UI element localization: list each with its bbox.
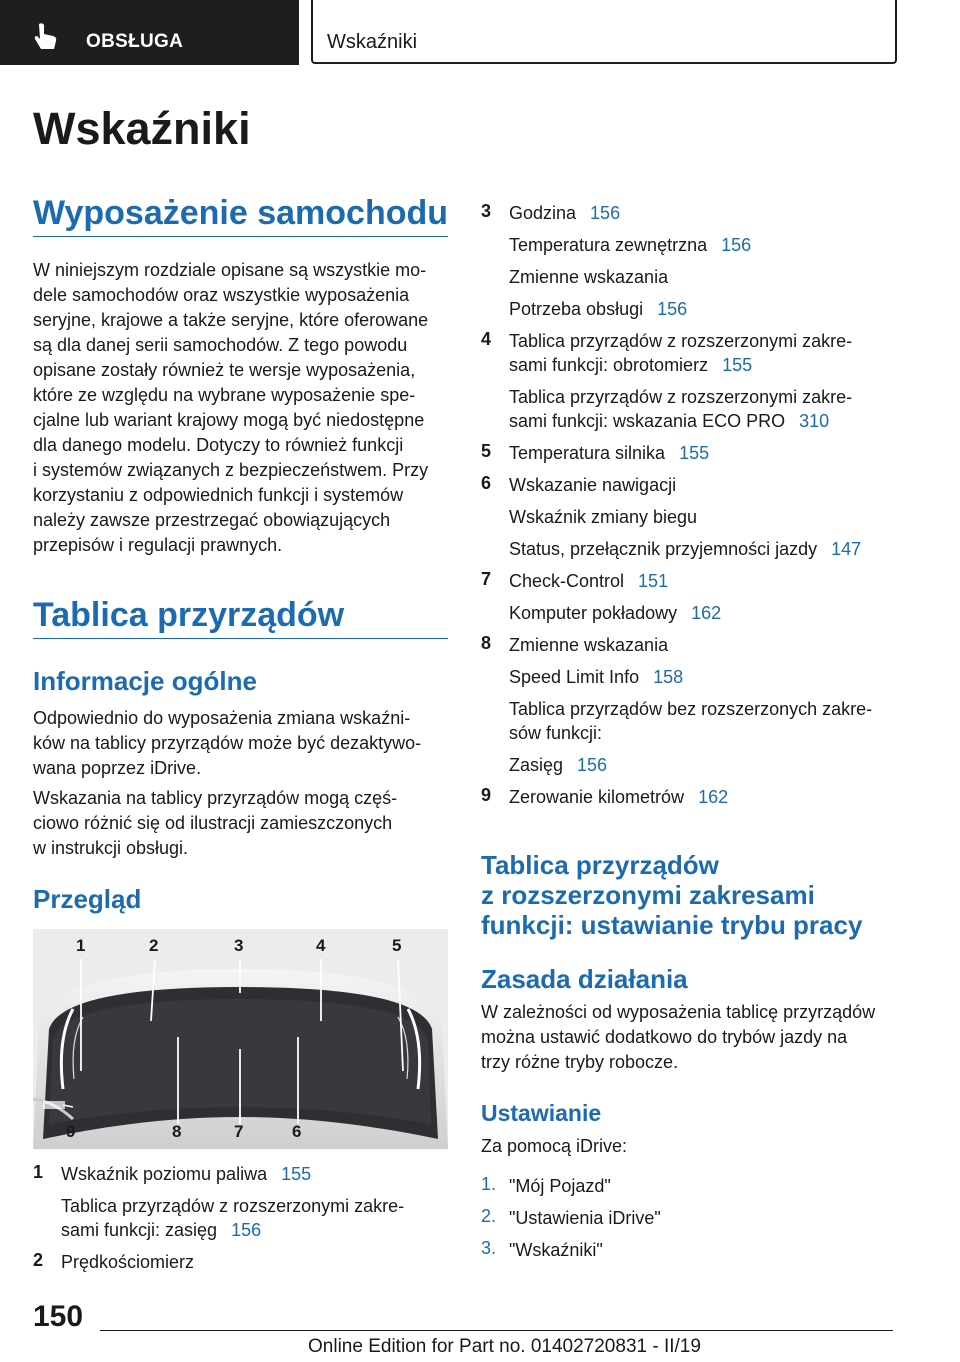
- step-number: 2.: [481, 1206, 497, 1226]
- legend-text: Zerowanie kilometrów: [509, 787, 685, 807]
- callout-9: 9: [66, 1122, 76, 1141]
- legend-text: Prędkościomierz: [61, 1252, 195, 1272]
- heading-overview: Przegląd: [33, 884, 142, 914]
- paragraph-line: opisane zostały również te wersje wyposażenia,: [33, 360, 416, 380]
- heading-line: z rozszerzonymi zakresami: [481, 880, 815, 910]
- paragraph-line: ków na tablicy przyrządów może być dezaktywo-: [33, 733, 422, 753]
- legend-line: [509, 233, 751, 257]
- legend-text: sami funkcji: obrotomierz: [509, 355, 709, 375]
- heading-instrument-cluster: Tablica przyrządów: [33, 596, 345, 634]
- heading-rule: [33, 236, 448, 237]
- legend-text: Temperatura silnika: [509, 443, 666, 463]
- page-reference-link[interactable]: 156: [231, 1220, 262, 1240]
- chapter-tab[interactable]: [311, 0, 897, 64]
- paragraph-line: Wskazania na tablicy przyrządów mogą częś-: [33, 788, 398, 808]
- step-number: 3.: [481, 1238, 497, 1258]
- page-reference-link[interactable]: 151: [638, 571, 669, 591]
- callout-2: 2: [149, 936, 159, 955]
- paragraph-line: które ze względu na wybrane wyposażenie spe-: [33, 385, 416, 405]
- callout-1: 1: [76, 936, 86, 955]
- legend-text: Wskazanie nawigacji: [509, 475, 677, 495]
- instrument-cluster-illustration: [33, 929, 448, 1149]
- legend-text: Tablica przyrządów z rozszerzonymi zakre-: [509, 331, 853, 351]
- step-number: 1.: [481, 1174, 497, 1194]
- page-reference-link[interactable]: 156: [590, 203, 621, 223]
- legend-line: [509, 385, 852, 409]
- instrument-cluster-figure: [33, 929, 448, 1149]
- legend-text: Speed Limit Info: [509, 667, 640, 687]
- callout-4: 4: [316, 936, 326, 955]
- legend-line: [509, 697, 872, 721]
- legend-number: 1: [33, 1162, 44, 1182]
- page-reference-link[interactable]: 155: [281, 1164, 312, 1184]
- heading-rule: [33, 638, 448, 639]
- legend-text: Tablica przyrządów bez rozszerzonych zakre-: [509, 699, 873, 719]
- paragraph-line: są dla danej serii samochodów. Z tego powodu: [33, 335, 408, 355]
- legend-line: [509, 601, 721, 625]
- legend-text: Tablica przyrządów z rozszerzonymi zakre-: [509, 387, 853, 407]
- footer-edition: Online Edition for Part no. 01402720831 - II/19: [308, 1336, 701, 1357]
- legend-text: Zmienne wskazania: [509, 635, 669, 655]
- legend-text: sami funkcji: zasięg: [61, 1220, 218, 1240]
- paragraph-line: seryjne, krajowe a także seryjne, które oferowane: [33, 310, 429, 330]
- legend-text: Tablica przyrządów z rozszerzonymi zakre-: [61, 1196, 405, 1216]
- legend-text: Status, przełącznik przyjemności jazdy: [509, 539, 818, 559]
- legend-line: [509, 297, 687, 321]
- paragraph-line: dla danego modelu. Dotyczy to również funkcji: [33, 435, 404, 455]
- legend-line: [509, 505, 697, 529]
- callout-5: 5: [392, 936, 402, 955]
- legend-number: 3: [481, 201, 492, 221]
- legend-text: Wskaźnik zmiany biegu: [509, 507, 698, 527]
- legend-line: [509, 665, 683, 689]
- legend-line: [509, 329, 852, 353]
- heading-line: funkcji: ustawianie trybu pracy: [481, 910, 863, 940]
- legend-number: 6: [481, 473, 492, 493]
- footer-rule: [100, 1330, 893, 1331]
- callout-7: 7: [234, 1122, 244, 1141]
- page-number: 150: [33, 1300, 84, 1333]
- page-reference-link[interactable]: 158: [653, 667, 684, 687]
- page-reference-link[interactable]: 156: [657, 299, 688, 319]
- page-reference-link[interactable]: 156: [577, 755, 608, 775]
- paragraph-line: przepisów i regulacji prawnych.: [33, 535, 283, 555]
- setting-intro: Za pomocą iDrive:: [481, 1136, 628, 1156]
- legend-line: [61, 1194, 404, 1218]
- legend-number: 9: [481, 785, 492, 805]
- legend-line: [509, 409, 829, 433]
- legend-number: 8: [481, 633, 492, 653]
- paragraph-line: W niniejszym rozdziale opisane są wszystkie mo-: [33, 260, 427, 280]
- section-tab[interactable]: [0, 0, 299, 65]
- legend-line: [509, 201, 620, 225]
- callout-8: 8: [172, 1122, 182, 1141]
- step-text: "Ustawienia iDrive": [509, 1208, 661, 1228]
- legend-line: [509, 265, 668, 289]
- heading-general-info: Informacje ogólne: [33, 666, 257, 696]
- callout-3: 3: [234, 936, 244, 955]
- paragraph-line: ciowo różnić się od ilustracji zamieszczonych: [33, 813, 393, 833]
- legend-text: Zasięg: [509, 755, 564, 775]
- section-tab-label: OBSŁUGA: [86, 31, 184, 52]
- step-text: "Wskaźniki": [509, 1240, 603, 1260]
- paragraph-line: cjalne lub wariant krajowy mogą być niedostępne: [33, 410, 425, 430]
- legend-text: Temperatura zewnętrzna: [509, 235, 708, 255]
- paragraph-line: wana poprzez iDrive.: [33, 758, 202, 778]
- legend-line: [509, 569, 668, 593]
- page-reference-link[interactable]: 310: [799, 411, 830, 431]
- paragraph-line: trzy różne tryby robocze.: [481, 1052, 679, 1072]
- page-reference-link[interactable]: 155: [679, 443, 710, 463]
- page-reference-link[interactable]: 147: [831, 539, 862, 559]
- step-text: "Mój Pojazd": [509, 1176, 611, 1196]
- legend-text: sów funkcji:: [509, 723, 603, 743]
- legend-number: 2: [33, 1250, 44, 1270]
- legend-text: Potrzeba obsługi: [509, 299, 644, 319]
- legend-line: [509, 441, 709, 465]
- page-reference-link[interactable]: 162: [691, 603, 722, 623]
- legend-line: [509, 537, 861, 561]
- chapter-tab-label: Wskaźniki: [327, 31, 418, 53]
- heading-equipment: Wyposażenie samochodu: [33, 194, 449, 232]
- paragraph-line: w instrukcji obsługi.: [33, 838, 189, 858]
- page-reference-link[interactable]: 162: [698, 787, 729, 807]
- paragraph-line: W zależności od wyposażenia tablicę przyrządów: [481, 1002, 876, 1022]
- paragraph-line: i systemów związanych z bezpieczeństwem. Przy: [33, 460, 429, 480]
- page-reference-link[interactable]: 156: [721, 235, 752, 255]
- legend-line: [509, 633, 668, 657]
- legend-line: [509, 753, 607, 777]
- legend-number: 5: [481, 441, 492, 461]
- legend-text: Check-Control: [509, 571, 625, 591]
- legend-line: [61, 1218, 261, 1242]
- legend-text: Komputer pokładowy: [509, 603, 678, 623]
- legend-line: [509, 785, 728, 809]
- paragraph-line: można ustawić dodatkowo do trybów jazdy na: [481, 1027, 848, 1047]
- legend-text: Wskaźnik poziomu paliwa: [61, 1164, 268, 1184]
- legend-text: sami funkcji: wskazania ECO PRO: [509, 411, 786, 431]
- paragraph-line: Odpowiednio do wyposażenia zmiana wskaźni-: [33, 708, 411, 728]
- paragraph-line: należy zawsze przestrzegać obowiązujących: [33, 510, 391, 530]
- hand-pointer-icon: [30, 22, 64, 52]
- paragraph-line: korzystaniu z odpowiednich funkcji i systemów: [33, 485, 404, 505]
- legend-line: [61, 1162, 311, 1186]
- legend-line: [61, 1250, 194, 1274]
- legend-line: [509, 473, 676, 497]
- heading-line: Tablica przyrządów: [481, 850, 719, 880]
- legend-line: [509, 353, 752, 377]
- page-title: Wskaźniki: [33, 103, 251, 154]
- paragraph-line: dele samochodów oraz wszystkie wyposażenia: [33, 285, 410, 305]
- legend-number: 7: [481, 569, 492, 589]
- callout-6: 6: [292, 1122, 302, 1141]
- heading-setting: Ustawianie: [481, 1100, 602, 1126]
- heading-principle: Zasada działania: [481, 964, 688, 994]
- page-reference-link[interactable]: 155: [722, 355, 753, 375]
- legend-line: [509, 721, 602, 745]
- legend-number: 4: [481, 329, 492, 349]
- legend-text: Zmienne wskazania: [509, 267, 669, 287]
- legend-text: Godzina: [509, 203, 577, 223]
